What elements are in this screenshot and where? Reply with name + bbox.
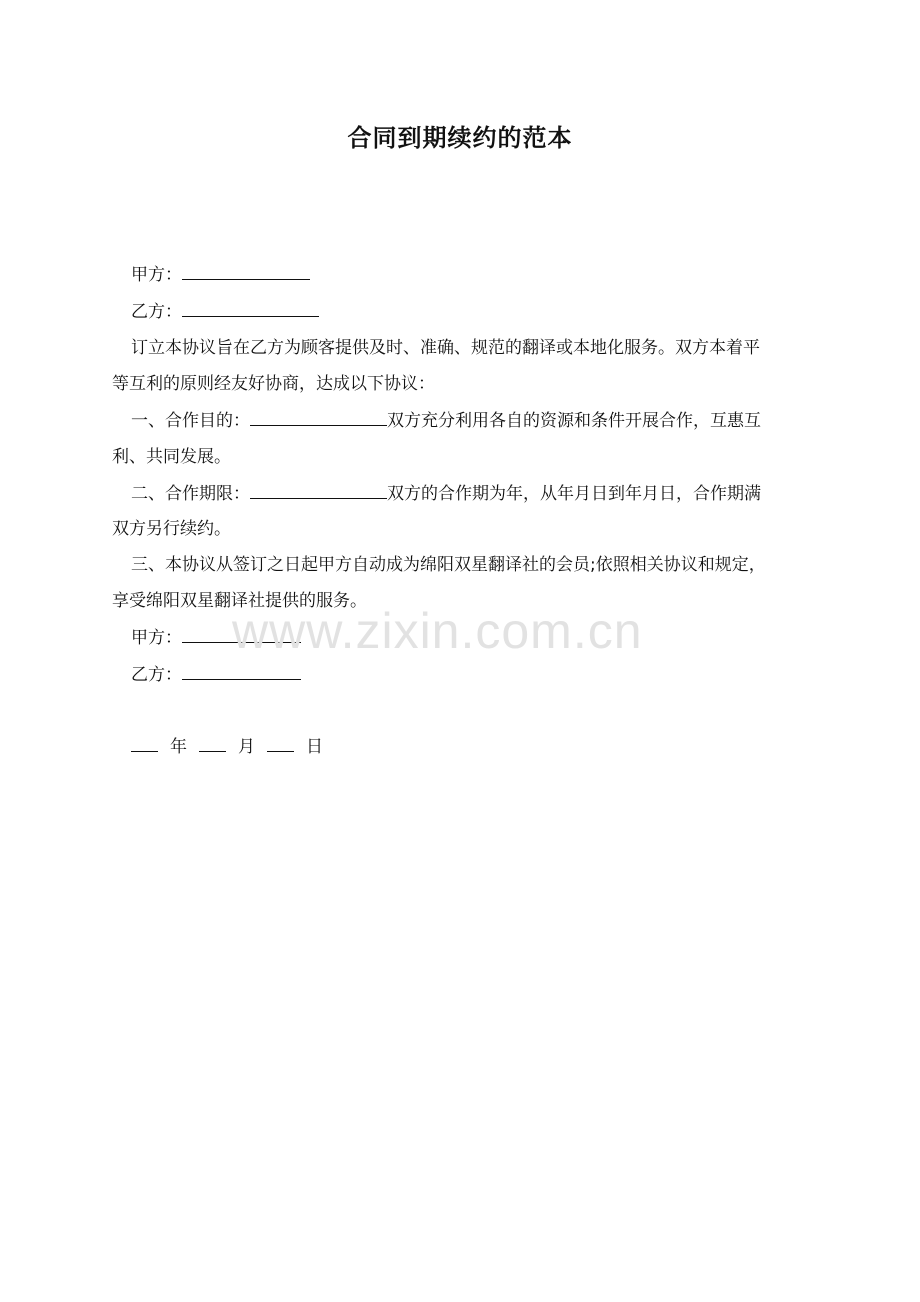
clause-1-line-2: 利、共同发展。 xyxy=(112,447,231,467)
clause-2-line-2: 双方另行续约。 xyxy=(112,519,231,539)
watermark: www.zixin.com.cn xyxy=(232,603,643,659)
year-blank[interactable] xyxy=(131,734,158,752)
party-b-line xyxy=(131,299,831,324)
clause-2-blank[interactable] xyxy=(250,481,387,499)
signature-party-b-label: 乙方： xyxy=(131,665,182,685)
clause-3-line-2: 享受绵阳双星翻译社提供的服务。 xyxy=(112,591,367,611)
clause-1-label: 一、合作目的： xyxy=(131,411,250,431)
party-a-line xyxy=(131,262,831,287)
clause-3-line-1: 三、本协议从签订之日起甲方自动成为绵阳双星翻译社的会员;依照相关协议和规定， xyxy=(131,555,766,575)
party-a-blank[interactable] xyxy=(182,262,310,280)
clause-1-text: 双方充分利用各自的资源和条件开展合作，互惠互 xyxy=(387,411,761,431)
clause-2-label: 二、合作期限： xyxy=(131,484,250,504)
clause-1-blank[interactable] xyxy=(250,408,387,426)
intro-line-1: 订立本协议旨在乙方为顾客提供及时、准确、规范的翻译或本地化服务。双方本着平 xyxy=(131,338,760,358)
clause-2-text: 双方的合作期为年，从年月日到年月日，合作期满 xyxy=(387,484,761,504)
signature-party-b-line xyxy=(131,662,831,687)
year-label: 年 xyxy=(170,737,187,757)
clause-1-line-1 xyxy=(131,408,831,433)
month-blank[interactable] xyxy=(199,734,226,752)
signature-party-a-label: 甲方： xyxy=(131,628,182,648)
month-label: 月 xyxy=(238,737,255,757)
party-a-label: 甲方： xyxy=(131,265,182,285)
party-b-label: 乙方： xyxy=(131,302,182,322)
clause-2-line-1 xyxy=(131,481,831,506)
document-title: 合同到期续约的范本 xyxy=(347,124,573,152)
date-line xyxy=(131,734,831,759)
signature-party-b-blank[interactable] xyxy=(182,662,301,680)
intro-line-2: 等互利的原则经友好协商，达成以下协议： xyxy=(112,374,435,394)
day-blank[interactable] xyxy=(267,734,294,752)
day-label: 日 xyxy=(306,737,323,757)
party-b-blank[interactable] xyxy=(182,299,319,317)
